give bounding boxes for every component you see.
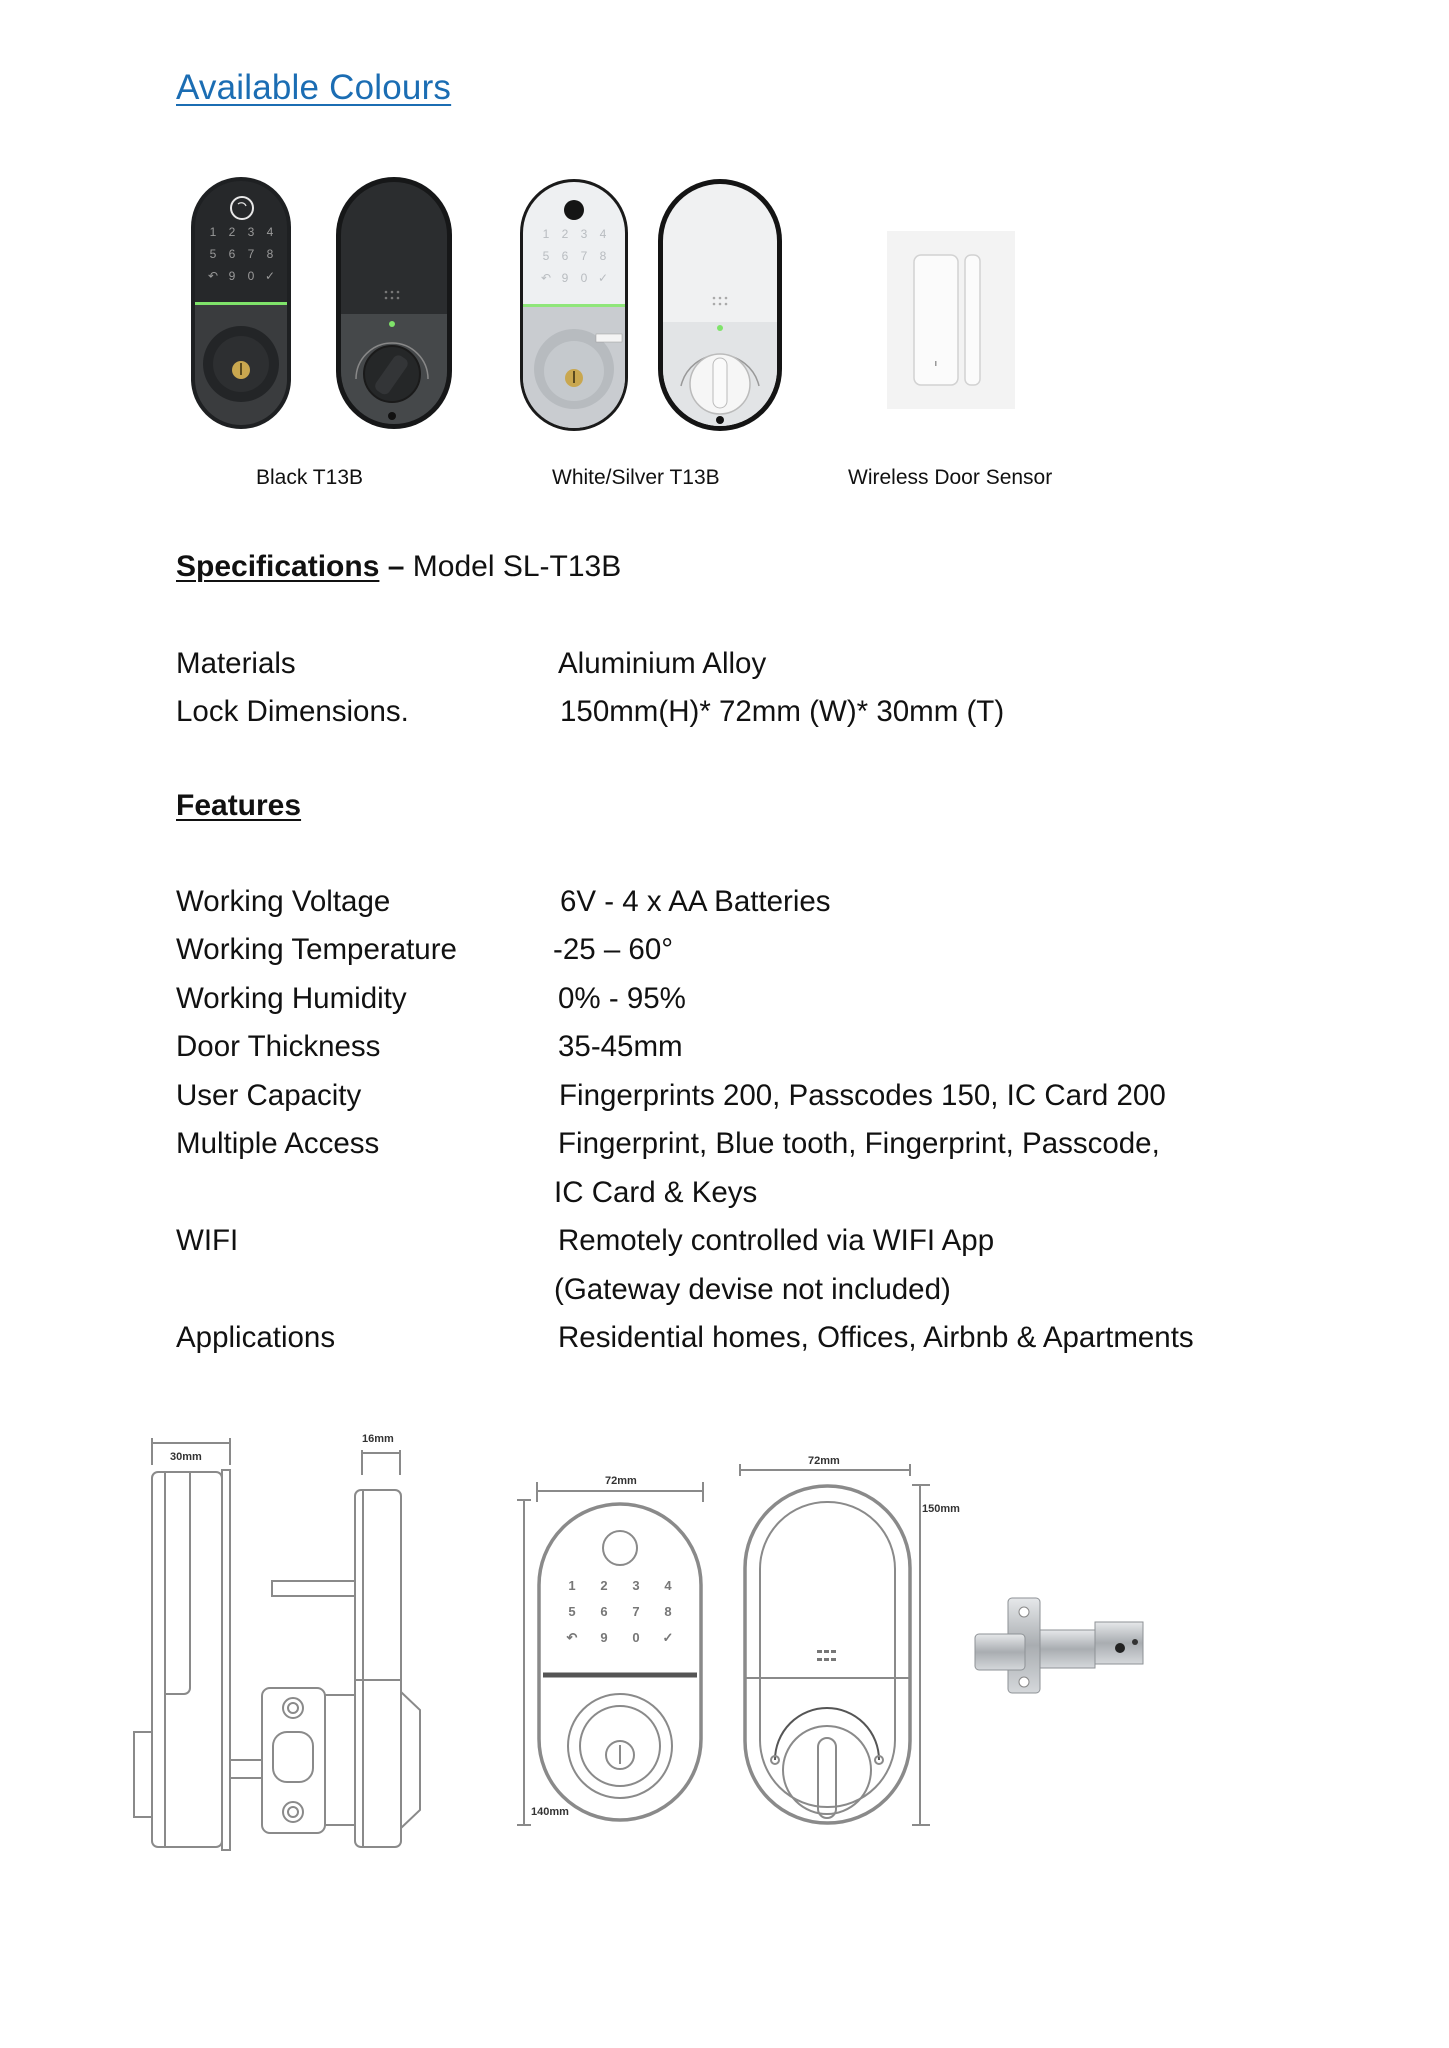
- feature-value-continued: (Gateway devise not included): [554, 1273, 951, 1306]
- feature-value: 6V - 4 x AA Batteries: [560, 885, 831, 918]
- keypad-key: 4: [266, 225, 274, 239]
- product-label-silver: White/Silver T13B: [552, 466, 720, 489]
- feature-value: Fingerprint, Blue tooth, Fingerprint, Passcode,: [558, 1127, 1160, 1160]
- front-view-diagram: [515, 1450, 715, 1860]
- silver-lock-front: [520, 179, 628, 431]
- spec-value-dimensions: 150mm(H)* 72mm (W)* 30mm (T): [560, 695, 1005, 728]
- specifications-dash: [379, 550, 387, 583]
- product-label-sensor: Wireless Door Sensor: [848, 466, 1053, 489]
- silver-lock-back: [658, 179, 782, 431]
- keypad-key: 9: [600, 1630, 608, 1645]
- specifications-heading: [176, 550, 621, 584]
- feature-value: Residential homes, Offices, Airbnb & Apartments: [558, 1321, 1194, 1354]
- keypad-key: 5: [209, 247, 217, 261]
- side-thickness-label: 30mm: [170, 1451, 202, 1463]
- feature-label: Working Humidity: [176, 982, 407, 1015]
- keypad-key: 0: [247, 269, 255, 283]
- side-view-diagram: [130, 1430, 465, 1895]
- keypad-key: ✓: [264, 269, 276, 283]
- keypad-key: 8: [664, 1604, 672, 1619]
- front-width-label: 72mm: [605, 1475, 637, 1487]
- spec-label-materials: Materials: [176, 647, 296, 680]
- feature-value: Remotely controlled via WIFI App: [558, 1224, 995, 1257]
- keypad-key: 5: [542, 249, 550, 263]
- keypad-key: 7: [632, 1604, 640, 1619]
- keypad-key: 9: [561, 271, 569, 285]
- keypad-key: ↶: [566, 1630, 578, 1645]
- back-height-label: 150mm: [922, 1503, 960, 1515]
- feature-label: Multiple Access: [176, 1127, 380, 1160]
- product-label-black: Black T13B: [256, 466, 363, 489]
- keypad-key: 7: [247, 247, 255, 261]
- keypad-key: ↶: [207, 269, 219, 283]
- keypad-key: 0: [632, 1630, 640, 1645]
- keypad-key: 2: [600, 1578, 608, 1593]
- keypad-key: 0: [580, 271, 588, 285]
- keypad-key: 6: [600, 1604, 608, 1619]
- door-sensor-image: [887, 231, 1015, 409]
- keypad-key: 7: [580, 249, 588, 263]
- silver-lock-image: [518, 174, 788, 434]
- keypad-key: 1: [568, 1578, 576, 1593]
- feature-label: Working Voltage: [176, 885, 391, 918]
- keypad-key: ↶: [540, 271, 552, 285]
- feature-value: 35-45mm: [558, 1030, 683, 1063]
- black-lock-back: [336, 177, 452, 429]
- specifications-title: Specifications: [176, 550, 380, 583]
- back-view-diagram: [740, 1450, 960, 1860]
- feature-label: Applications: [176, 1321, 336, 1354]
- black-lock-front: [191, 177, 291, 429]
- keypad-key: 3: [632, 1578, 640, 1593]
- keypad-key: 1: [542, 227, 550, 241]
- feature-label: WIFI: [176, 1224, 239, 1257]
- keypad-key: 5: [568, 1604, 576, 1619]
- spec-value-materials: Aluminium Alloy: [558, 647, 767, 680]
- feature-label: User Capacity: [176, 1079, 362, 1112]
- keypad-key: 6: [561, 249, 569, 263]
- features-heading: Features: [176, 789, 302, 822]
- keypad-key: 8: [599, 249, 607, 263]
- specifications-separator: –: [387, 550, 405, 583]
- black-lock-image: [188, 174, 458, 434]
- keypad-key: 1: [209, 225, 217, 239]
- available-colours-heading[interactable]: Available Colours: [176, 68, 452, 107]
- deadbolt-latch-image: [970, 1590, 1155, 1700]
- feature-value: Fingerprints 200, Passcodes 150, IC Card 200: [559, 1079, 1166, 1112]
- keypad-key: 3: [247, 225, 255, 239]
- keypad-key: 8: [266, 247, 274, 261]
- keypad-key: 4: [599, 227, 607, 241]
- keypad-key: ✓: [662, 1630, 674, 1645]
- front-height-label: 140mm: [531, 1806, 569, 1818]
- side-knob-label: 16mm: [362, 1433, 394, 1445]
- keypad-key: 6: [228, 247, 236, 261]
- keypad-key: 2: [228, 225, 236, 239]
- feature-label: Door Thickness: [176, 1030, 381, 1063]
- keypad-key: 9: [228, 269, 236, 283]
- keypad-key: ✓: [597, 271, 609, 285]
- keypad-key: 4: [664, 1578, 672, 1593]
- keypad-key: 2: [561, 227, 569, 241]
- feature-label: Working Temperature: [176, 933, 457, 966]
- specifications-model: Model SL-T13B: [404, 550, 622, 583]
- feature-value: 0% - 95%: [558, 982, 686, 1015]
- feature-value-continued: IC Card & Keys: [554, 1176, 758, 1209]
- keypad-key: 3: [580, 227, 588, 241]
- back-width-label: 72mm: [808, 1455, 840, 1467]
- spec-label-dimensions: Lock Dimensions.: [176, 695, 409, 728]
- feature-value: -25 – 60°: [553, 933, 674, 966]
